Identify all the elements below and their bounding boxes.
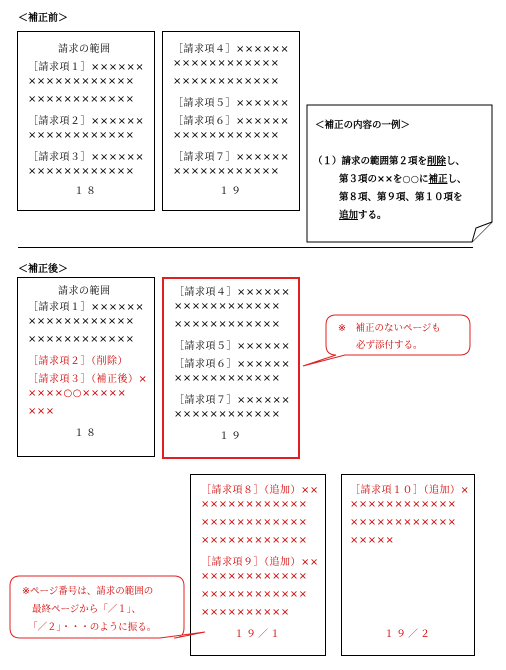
claim-line: ［請求項２］××××××: [28, 116, 145, 127]
added-claim-line: ［請求項１０］（追加）×: [350, 485, 470, 496]
claim-line: ××××××××××××: [173, 76, 280, 87]
added-claim-line: ［請求項８］（追加）××: [201, 485, 319, 496]
claim-line: ××××××××××××: [28, 130, 135, 141]
after-header: ＜補正後＞: [18, 264, 68, 275]
example-note-line: 第８項、第９項、第１０項を: [339, 192, 463, 203]
page-title: 請求の範囲: [58, 44, 111, 55]
claim-line: ××××××××××××: [28, 94, 135, 105]
claim-line: ××××××××××××: [174, 319, 281, 330]
amended-claim-line: ×××: [28, 406, 55, 417]
claim-line: ［請求項１］××××××: [28, 62, 145, 73]
claim-line: ××××××××××××: [174, 373, 281, 384]
example-note-title: ＜補正の内容の一例＞: [315, 120, 411, 131]
claim-line: ××××××××××××: [28, 334, 135, 345]
claim-line: ［請求項７］××××××: [173, 152, 290, 163]
added-claim-line: ××××××××××: [201, 607, 290, 618]
page-number: １９／２: [384, 629, 432, 640]
example-note-line: （１）請求の範囲第２項を削除し、: [313, 156, 466, 167]
claim-line: ××××××××××××: [173, 166, 280, 177]
callout-unamended-line: 必ず添付する。: [356, 340, 423, 351]
page-number: １９／１: [234, 629, 282, 640]
claim-line: ××××××××××××: [174, 409, 281, 420]
claim-line: ［請求項７］××××××: [174, 395, 291, 406]
claim-line: ［請求項１］××××××: [28, 302, 145, 313]
added-claim-line: ××××××××××××: [350, 499, 457, 510]
before-header: ＜補正前＞: [18, 13, 68, 24]
claim-line: ［請求項３］××××××: [28, 152, 145, 163]
page-title: 請求の範囲: [58, 286, 111, 297]
added-claim-line: ［請求項９］（追加）××: [201, 557, 319, 568]
callout-numbering-line: ※ページ番号は、請求の範囲の: [22, 586, 154, 597]
added-claim-line: ××××××××××××: [201, 571, 308, 582]
example-note-line: 追加する。: [339, 210, 387, 221]
added-claim-line: ××××××××××××: [350, 517, 457, 528]
callout-unamended-line: ※ 補正のないページも: [338, 323, 441, 334]
deleted-claim-line: ［請求項２］（削除）: [28, 356, 128, 367]
claim-line: ××××××××××××: [174, 301, 281, 312]
claim-line: ××××××××××××: [28, 316, 135, 327]
page-number: １８: [74, 428, 98, 439]
amended-claim-line: ××××○○×××××: [28, 388, 127, 399]
claim-line: ［請求項５］××××××: [174, 341, 291, 352]
claim-line: ××××××××××××: [173, 58, 280, 69]
claim-line: ××××××××××××: [173, 130, 280, 141]
claim-line: ［請求項４］××××××: [174, 287, 291, 298]
page-number: １９: [219, 431, 243, 442]
callout-numbering-line: 最終ページから「／１」、: [32, 604, 142, 615]
claim-line: ［請求項５］××××××: [173, 98, 290, 109]
added-claim-line: ××××××××××××: [201, 499, 308, 510]
example-note-line: 第３項の××を○○に補正し、: [339, 174, 467, 185]
claim-line: ××××××××××××: [28, 76, 135, 87]
added-claim-line: ××××××××××××: [201, 535, 308, 546]
callout-numbering-line: 「／２」・・・のように振る。: [28, 622, 157, 633]
amended-claim-line: ［請求項３］（補正後）×: [28, 374, 148, 385]
page-number: １８: [74, 186, 98, 197]
claim-line: ［請求項６］××××××: [174, 359, 291, 370]
added-claim-line: ××××××××××××: [201, 517, 308, 528]
page-number: １９: [219, 186, 243, 197]
added-claim-line: ××××××××××××: [201, 589, 308, 600]
claim-line: ［請求項６］××××××: [173, 116, 290, 127]
claim-line: ［請求項４］××××××: [173, 44, 290, 55]
added-claim-line: ×××××: [350, 535, 395, 546]
claim-line: ××××××××××××: [28, 166, 135, 177]
